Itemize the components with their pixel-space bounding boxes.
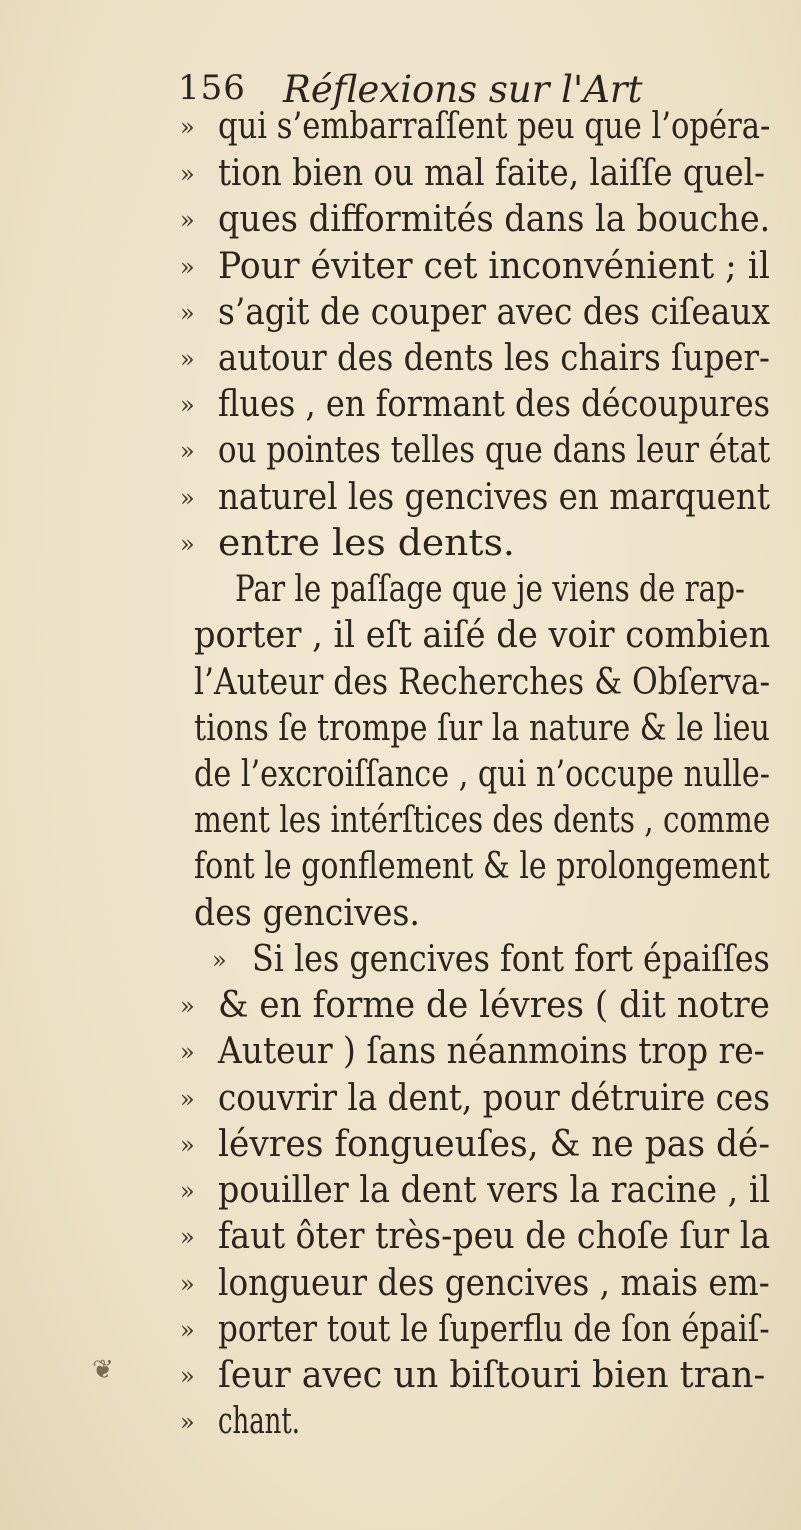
line-text: s’agit de couper avec des ciſeaux — [218, 292, 770, 333]
line-text: entre les dents. — [218, 523, 515, 564]
line-text: faut ôter très-peu de choſe ſur la — [218, 1216, 771, 1257]
text-line — [0, 428, 801, 474]
text-line — [0, 798, 801, 844]
quote-mark: » — [180, 992, 195, 1020]
ink-blot-mark: ❦ — [92, 1355, 114, 1385]
line-text: qui s’embarraſſent peu que l’opéra- — [218, 106, 771, 147]
text-line — [0, 567, 801, 613]
line-text: ment les intérſtices des dents , comme — [194, 800, 771, 841]
text-line — [0, 1261, 801, 1307]
text-line — [0, 752, 801, 798]
quote-mark: » — [180, 345, 195, 373]
quote-mark: » — [180, 484, 195, 512]
text-line — [0, 1353, 801, 1399]
quote-mark: » — [180, 113, 195, 141]
text-line — [0, 660, 801, 706]
text-line — [0, 151, 801, 197]
text-line — [0, 937, 801, 983]
line-text: longueur des gencives , mais em- — [218, 1263, 770, 1304]
quote-mark: » — [180, 1038, 195, 1066]
line-text: porter , il eſt aiſé de voir combien — [194, 615, 771, 656]
line-text: ou pointes telles que dans leur état — [218, 430, 771, 471]
text-line — [0, 613, 801, 659]
line-text: des gencives. — [194, 893, 420, 934]
line-text: couvrir la dent, pour détruire ces — [218, 1078, 770, 1119]
quote-mark: » — [180, 1362, 195, 1390]
quote-mark: » — [180, 1085, 195, 1113]
line-text: porter tout le ſuperflu de ſon épaiſ- — [218, 1309, 770, 1350]
text-line — [0, 891, 801, 937]
text-line — [0, 1122, 801, 1168]
line-text: flues , en formant des découpures — [218, 384, 771, 425]
line-text: autour des dents les chairs ſuper- — [218, 338, 770, 379]
line-text: ques difformités dans la bouche. — [218, 199, 771, 240]
text-line — [0, 706, 801, 752]
line-text: Auteur ) ſans néanmoins trop re- — [218, 1031, 765, 1072]
text-line — [0, 336, 801, 382]
line-text: tions ſe trompe ſur la nature & le lieu — [194, 708, 770, 749]
line-text: font le gonflement & le prolongement — [194, 846, 770, 887]
quote-mark: » — [180, 1316, 195, 1344]
quote-mark: » — [180, 391, 195, 419]
quote-mark: » — [180, 1177, 195, 1205]
quote-mark: » — [180, 206, 195, 234]
text-line — [0, 1029, 801, 1075]
text-line — [0, 983, 801, 1029]
text-line — [0, 1076, 801, 1122]
quote-mark: » — [180, 437, 195, 465]
line-text: & en forme de lévres ( dit notre — [218, 985, 770, 1026]
line-text: naturel les gencives en marquent — [218, 477, 770, 518]
text-line — [0, 244, 801, 290]
line-text: Pour éviter cet inconvénient ; il — [218, 246, 770, 287]
quote-mark: » — [180, 160, 195, 188]
quote-mark: » — [180, 1270, 195, 1298]
line-text: pouiller la dent vers la racine , il — [218, 1170, 771, 1211]
quote-mark: » — [180, 1408, 195, 1436]
line-text: ſeur avec un biſtouri bien tran- — [218, 1355, 766, 1396]
line-text: de l’excroiſſance , qui n’occupe nulle- — [194, 754, 770, 795]
text-line — [0, 197, 801, 243]
text-line — [0, 521, 801, 567]
line-text: chant. — [218, 1401, 301, 1442]
text-line — [0, 382, 801, 428]
text-line — [0, 844, 801, 890]
quote-mark: » — [180, 299, 195, 327]
line-text: Par le paſſage que je viens de rap- — [235, 569, 745, 610]
line-text: tion bien ou mal faite, laiſſe quel- — [218, 153, 765, 194]
quote-mark: » — [180, 1223, 195, 1251]
text-line — [0, 1399, 801, 1445]
quote-mark: » — [180, 1131, 195, 1159]
text-line — [0, 1168, 801, 1214]
text-line — [0, 290, 801, 336]
line-text: lévres fongueuſes, & ne pas dé- — [218, 1124, 771, 1165]
text-line — [0, 475, 801, 521]
quote-mark: » — [180, 253, 195, 281]
text-line — [0, 1307, 801, 1353]
quote-mark: » — [212, 946, 227, 974]
text-line — [0, 1214, 801, 1260]
running-title: Réflexions sur l'Art — [283, 68, 643, 111]
line-text: l’Auteur des Recherches & Obſerva- — [194, 662, 771, 703]
page-number: 156 — [178, 68, 246, 108]
line-text: Si les gencives font fort épaiſſes — [252, 939, 770, 980]
quote-mark: » — [180, 530, 195, 558]
text-line — [0, 104, 801, 150]
